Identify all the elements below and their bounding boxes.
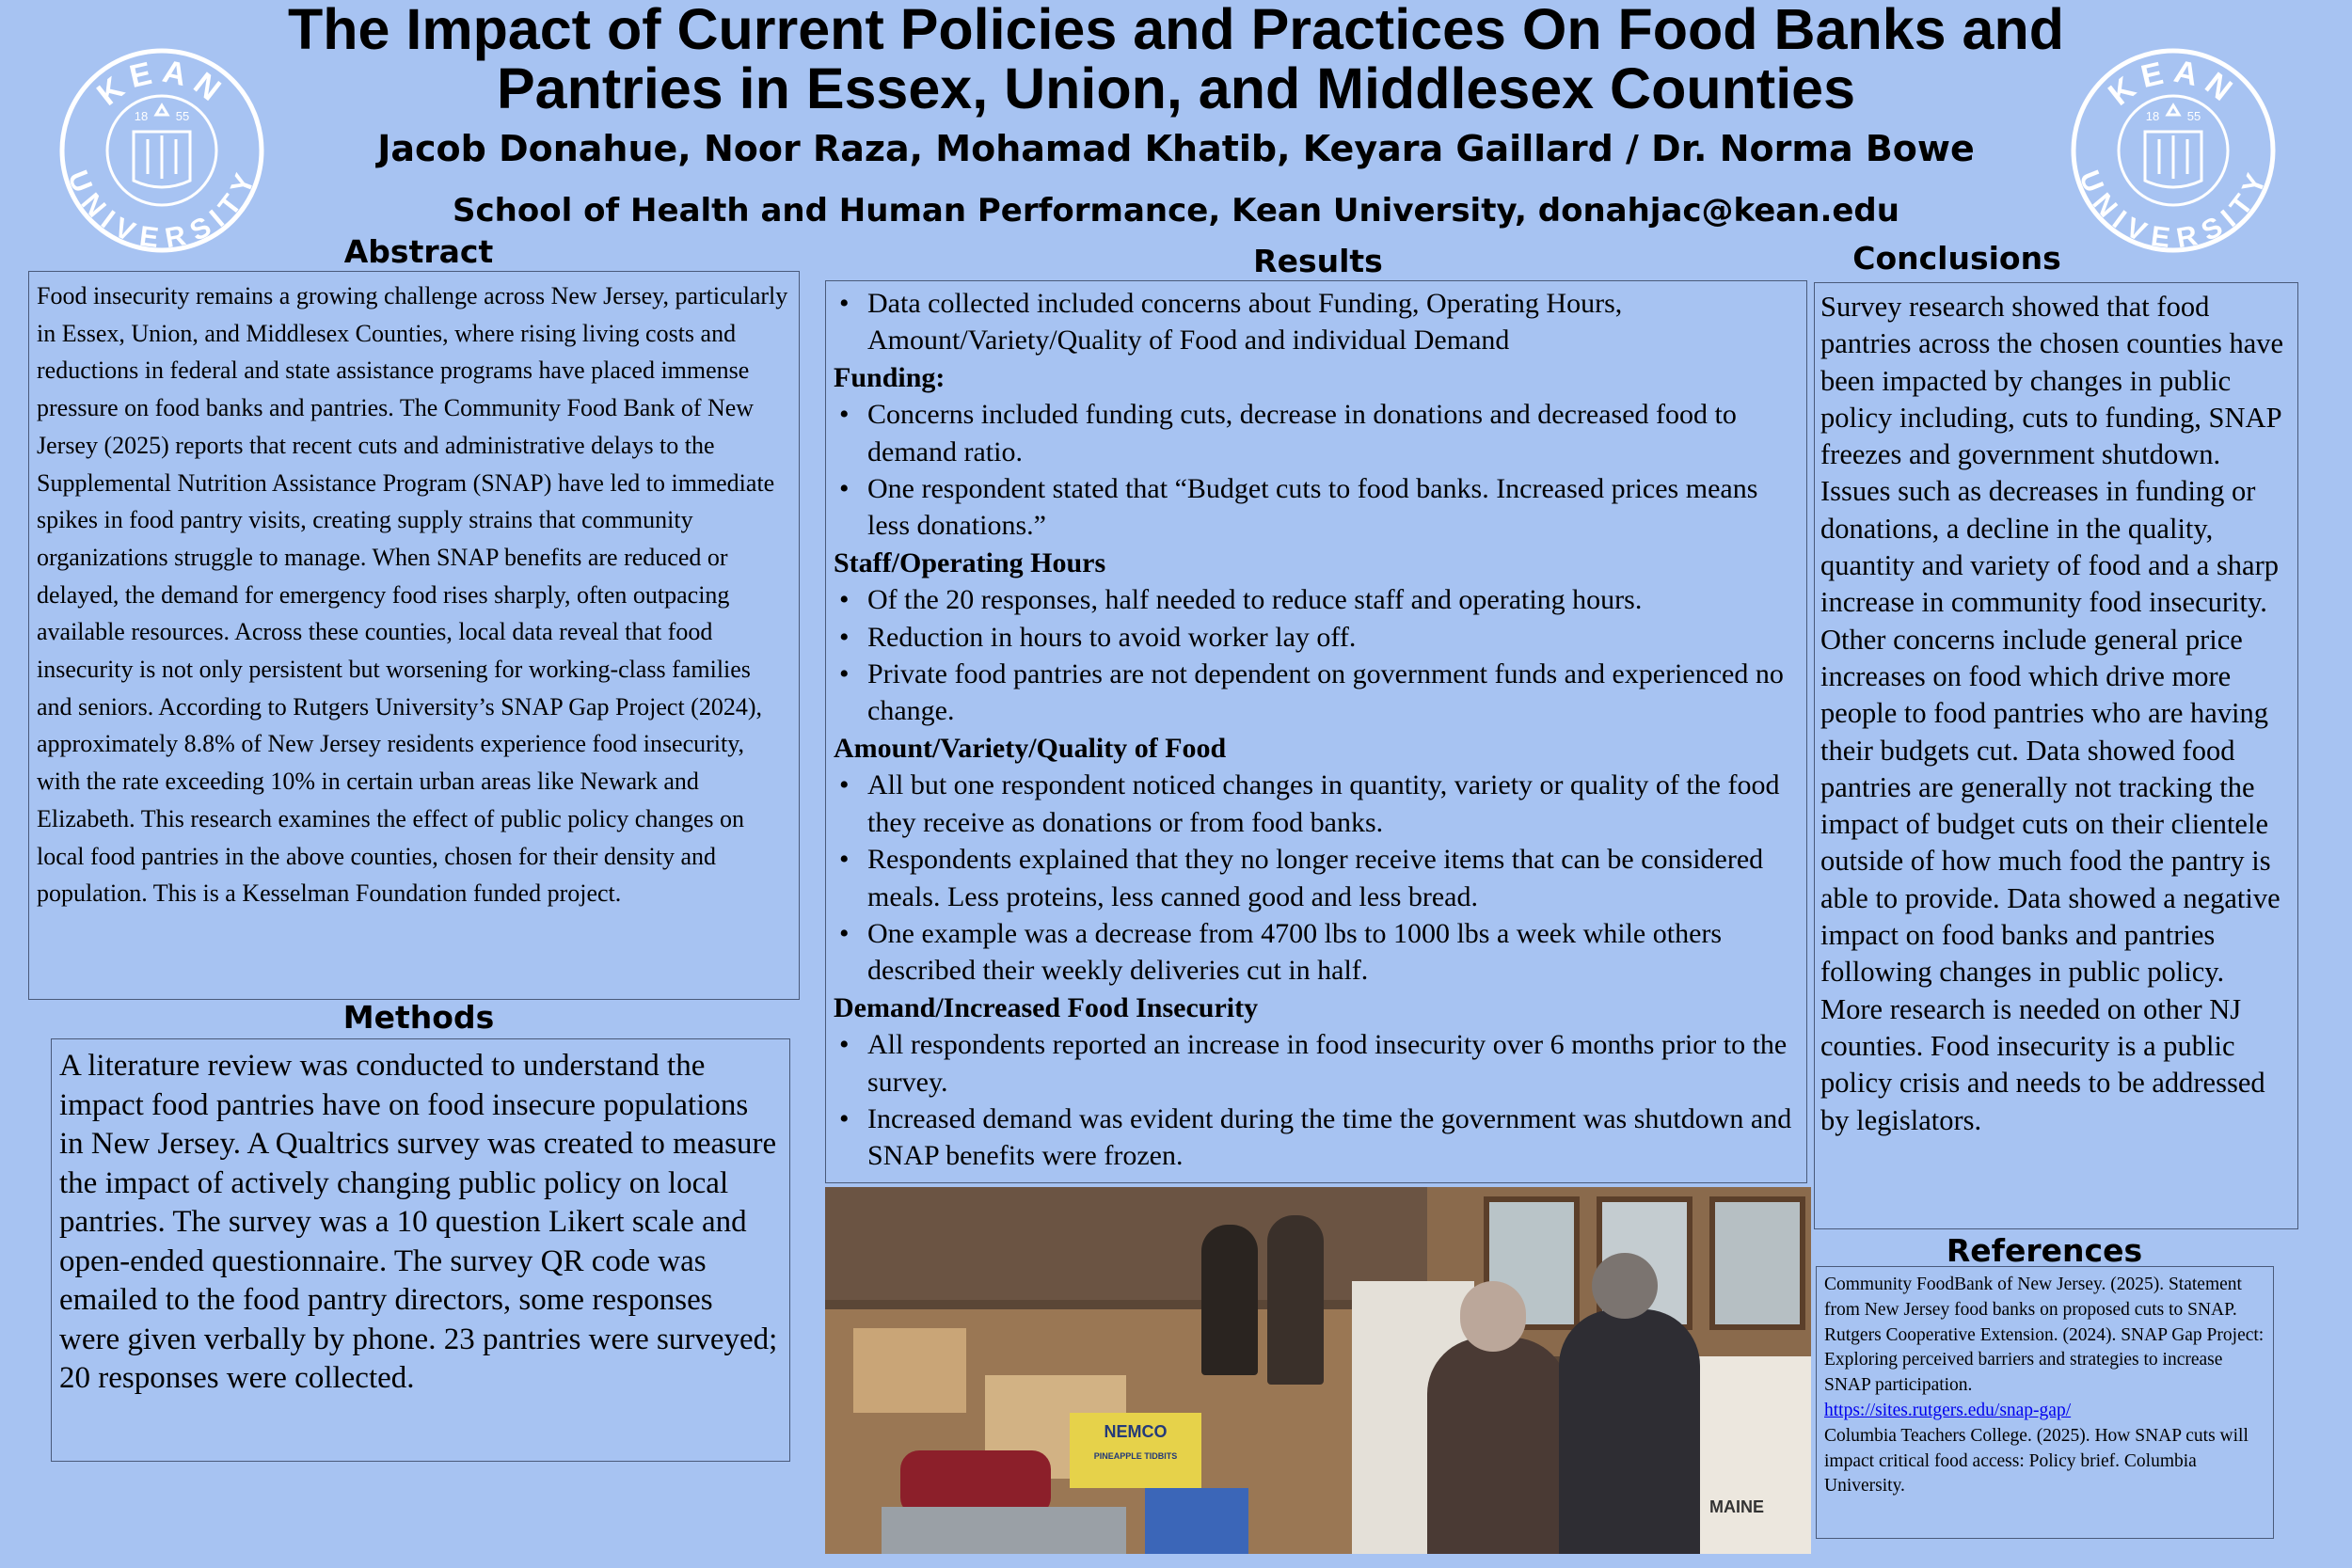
photo-box-label: PINEAPPLE TIDBITS: [1093, 1451, 1178, 1461]
photo-person: [1201, 1225, 1258, 1375]
results-bullet: • One respondent stated that “Budget cuts to food banks. Increased prices means less donations.”: [839, 473, 1758, 542]
results-section-title: Staff/Operating Hours: [834, 546, 1106, 578]
results-bullet-text: All but one respondent noticed changes in quantity, variety or quality of the food they receive as donations or from food banks.: [867, 769, 1780, 838]
results-heading: Results: [1253, 243, 1383, 279]
food-pantry-photo: [825, 1187, 1811, 1554]
results-bullet: • Private food pantries are not dependent on government funds and experienced no change.: [839, 658, 1784, 727]
methods-text: A literature review was conducted to understand the impact food pantries have on food insecure populations in New Jersey. A Qualtrics survey was created to measure the impact of actively changing public policy on local pantries. The survey was a 10 question Likert scale and open-ended questionnaire. The survey QR code was emailed to the food pantry directors, some responses were given verbally by phone. 23 pantries were surveyed; 20 responses were collected.: [59, 1049, 778, 1395]
photo-person-back: [1427, 1338, 1568, 1554]
results-box: [825, 280, 1807, 1183]
conclusions-box: [1814, 282, 2298, 1229]
kean-university-logo-right: [2070, 47, 2277, 254]
photo-person-head: [1460, 1281, 1526, 1352]
results-bullet-text: One respondent stated that “Budget cuts to food banks. Increased prices means less donations.”: [867, 473, 1758, 542]
methods-heading: Methods: [342, 999, 495, 1036]
reference-item: Rutgers Cooperative Extension. (2024). SNAP Gap Project: Exploring perceived barriers and strategies to increase SNAP participation.: [1824, 1324, 2265, 1396]
logo-word-bottom: UNIVERSITY: [61, 166, 262, 254]
results-intro: • Data collected included concerns about Funding, Operating Hours, Amount/Variety/Quality of Food and individual Demand: [839, 288, 1623, 356]
methods-box: [51, 1038, 790, 1462]
results-bullet: • Of the 20 responses, half needed to reduce staff and operating hours.: [839, 584, 1643, 616]
photo-person-head: [1592, 1253, 1658, 1319]
photo-cardboard-box: [853, 1328, 966, 1413]
results-bullet: • Respondents explained that they no longer receive items that can be considered meals. Less proteins, less canned good and less bread.: [839, 844, 1764, 912]
results-section-title: Amount/Variety/Quality of Food: [834, 732, 1227, 764]
results-bullet-text: One example was a decrease from 4700 lbs to 1000 lbs a week while others described their weekly deliveries cut in half.: [867, 917, 1723, 987]
conclusions-heading: Conclusions: [1852, 240, 2061, 277]
photo-box-label: MAINE: [1709, 1497, 1764, 1516]
results-bullet-text: Of the 20 responses, half needed to reduce staff and operating hours.: [867, 584, 1643, 616]
references-list: [1817, 1267, 2273, 1499]
results-bullet-text: Increased demand was evident during the time the government was shutdown and SNAP benefits were frozen.: [867, 1102, 1792, 1172]
photo-box-label: NEMCO: [1104, 1422, 1168, 1441]
logo-word-bottom: UNIVERSITY: [2073, 166, 2274, 254]
results-bullet-text: All respondents reported an increase in food insecurity over 6 months prior to the survey.: [867, 1029, 1788, 1098]
results-intro-text: Data collected included concerns about Funding, Operating Hours, Amount/Variety/Quality of Food and individual Demand: [867, 288, 1623, 356]
logo-year-right: 55: [2186, 109, 2201, 123]
results-section-title: Funding:: [834, 361, 946, 393]
abstract-text: Food insecurity remains a growing challenge across New Jersey, particularly in Essex, Union, and Middlesex Counties, where rising living costs and reductions in federal and state assistance programs have placed immense pressure on food banks and pantries. The Community Food Bank of New Jersey (2025) reports that recent cuts and administrative delays to the Supplemental Nutrition Assistance Program (SNAP) have led to immediate spikes in food pantry visits, creating supply strains that community organizations struggle to manage. When SNAP benefits are reduced or delayed, the demand for emergency food rises sharply, often outpacing available resources. Across these counties, local data reveal that food insecurity is not only persistent but worsening for working-class families and seniors. According to Rutgers University’s SNAP Gap Project (2024), approximately 8.8% of New Jersey residents experience food insecurity, with the rate exceeding 10% in certain urban areas like Newark and Elizabeth. This research examines the effect of public policy changes on local food pantries in the above counties, chosen for their density and population. This is a Kesselman Foundation funded project.: [37, 282, 788, 908]
reference-item: Columbia Teachers College. (2025). How SNAP cuts will impact critical food access: Policy brief. Columbia University.: [1824, 1425, 2249, 1497]
abstract-box: [28, 271, 800, 1000]
conclusions-text: Survey research showed that food pantries across the chosen counties have been impacted by changes in public policy including, cuts to funding, SNAP freezes and government shutdown. Issues such as decreases in funding or donations, a decline in the quality, quantity and variety of food and a sharp increase in community food insecurity. Other concerns include general price increases on food which drive more people to food pantries who are having their budgets cut. Data showed food pantries are generally not tracking the impact of budget cuts on their clientele outside of how much food the pantry is able to provide. Data showed a negative impact on food banks and pantries following changes in public policy. More research is needed on other NJ counties. Food insecurity is a public policy crisis and needs to be addressed by legislators.: [1820, 291, 2284, 1136]
photo-window: [1709, 1196, 1805, 1330]
photo-cereal-box: [1145, 1488, 1248, 1554]
abstract-heading: Abstract: [343, 233, 494, 270]
results-bullet-text: Private food pantries are not dependent on government funds and experienced no change.: [867, 658, 1784, 727]
results-bullet-text: Respondents explained that they no longer receive items that can be considered meals. Less proteins, less canned good and less bread.: [867, 844, 1764, 912]
logo-year-left: 18: [134, 109, 149, 123]
results-bullet: • All respondents reported an increase in food insecurity over 6 months prior to the survey.: [839, 1029, 1788, 1098]
poster-authors: Jacob Donahue, Noor Raza, Mohamad Khatib, Keyara Gaillard / Dr. Norma Bowe: [377, 128, 1975, 169]
references-heading: References: [1946, 1232, 2143, 1269]
photo-pineapple-box: [1070, 1413, 1201, 1488]
poster-title: The Impact of Current Policies and Practices On Food Banks and Pantries in Essex, Union, and Middlesex Counties: [287, 0, 2065, 120]
results-bullet: • All but one respondent noticed changes in quantity, variety or quality of the food they receive as donations or from food banks.: [839, 769, 1780, 838]
references-box: [1816, 1266, 2274, 1539]
kean-university-logo-left: [58, 47, 265, 254]
logo-year-right: 55: [175, 109, 190, 123]
reference-link[interactable]: https://sites.rutgers.edu/snap-gap/: [1824, 1400, 2072, 1420]
results-bullet: • Reduction in hours to avoid worker lay off.: [839, 621, 1357, 653]
results-bullet-text: Reduction in hours to avoid worker lay off.: [867, 621, 1357, 653]
results-bullet-text: Concerns included funding cuts, decrease in donations and decreased food to demand ratio.: [867, 399, 1737, 467]
results-content: [826, 281, 1806, 1175]
results-bullet: • One example was a decrease from 4700 lbs to 1000 lbs a week while others described their weekly deliveries cut in half.: [839, 917, 1723, 987]
photo-person-back: [1559, 1309, 1700, 1554]
logo-year-left: 18: [2145, 109, 2160, 123]
results-bullet: • Increased demand was evident during the time the government was shutdown and SNAP benefits were frozen.: [839, 1102, 1792, 1172]
logo-word-top: KEAN: [2102, 53, 2245, 113]
results-bullet: • Concerns included funding cuts, decrease in donations and decreased food to demand ratio.: [839, 399, 1737, 467]
reference-item: Community FoodBank of New Jersey. (2025). Statement from New Jersey food banks on proposed cuts to SNAP.: [1824, 1275, 2242, 1320]
photo-cans: [882, 1507, 1126, 1554]
logo-word-top: KEAN: [90, 53, 233, 113]
results-section-title: Demand/Increased Food Insecurity: [834, 991, 1259, 1023]
photo-person: [1267, 1215, 1324, 1385]
poster-affiliation: School of Health and Human Performance, Kean University, donahjac@kean.edu: [453, 192, 1899, 230]
svg-text:UNIVERSITY: [2073, 166, 2273, 254]
